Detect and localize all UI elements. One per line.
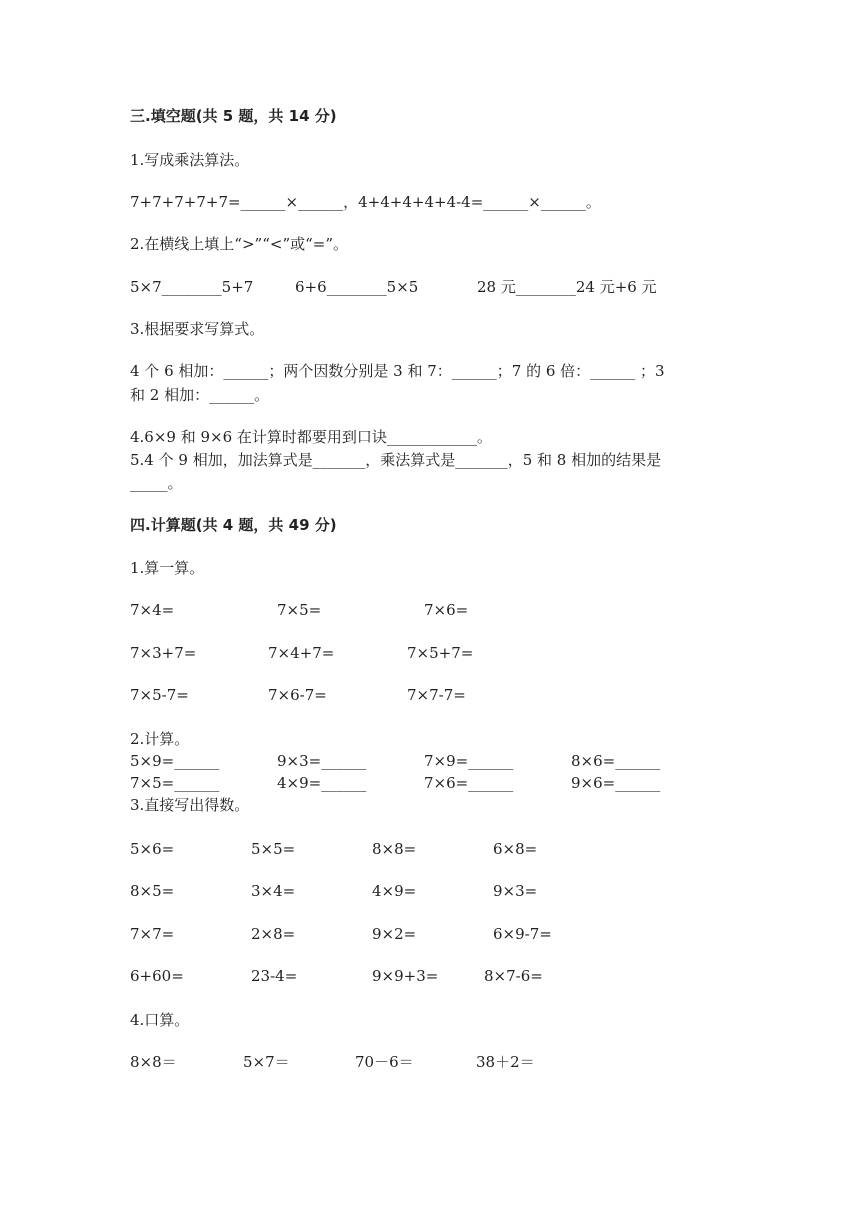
s4-q2-cell: 8×6=______ [571, 752, 661, 770]
s3-q2-prompt: 2.在横线上填上“>”“<”或“=”。 [130, 235, 349, 253]
s4-q4-prompt: 4.口算。 [130, 1011, 190, 1029]
s4-q1-cell: 7×3+7= [130, 644, 197, 662]
s4-q2-cell: 9×6=______ [571, 774, 661, 792]
section-3-title: 三.填空题(共 5 题，共 14 分) [130, 107, 337, 125]
s3-q5-line-1: 5.4 个 9 相加，加法算式是_______，乘法算式是_______，5 和 8 相加的结果是 [130, 451, 662, 469]
s4-q1-cell: 7×5+7= [407, 644, 474, 662]
s4-q2-cell: 7×5=______ [130, 774, 220, 792]
s4-q4-item: 38＋2＝ [476, 1053, 535, 1071]
s4-q2-cell: 5×9=______ [130, 752, 220, 770]
s4-q1-cell: 7×7-7= [407, 686, 466, 704]
s3-q3-line-2: 和 2 相加：______。 [130, 386, 270, 404]
s4-q2-prompt: 2.计算。 [130, 730, 190, 748]
s4-q3-cell: 8×7-6= [484, 967, 543, 985]
s4-q3-cell: 3×4= [251, 882, 296, 900]
s4-q3-cell: 5×5= [251, 840, 296, 858]
s4-q2-cell: 7×6=______ [424, 774, 514, 792]
s4-q1-cell: 7×5= [277, 601, 322, 619]
s4-q1-prompt: 1.算一算。 [130, 559, 205, 577]
s4-q3-cell: 5×6= [130, 840, 175, 858]
s3-q2-item: 28 元________24 元+6 元 [477, 278, 657, 296]
s3-q2-item: 6+6________5×5 [295, 278, 419, 296]
s4-q3-cell: 23-4= [251, 967, 298, 985]
s4-q1-cell: 7×5-7= [130, 686, 189, 704]
s4-q3-cell: 7×7= [130, 925, 175, 943]
s4-q3-cell: 9×3= [493, 882, 538, 900]
s4-q1-cell: 7×6-7= [268, 686, 327, 704]
section-4-title: 四.计算题(共 4 题，共 49 分) [130, 516, 337, 534]
s4-q3-cell: 8×5= [130, 882, 175, 900]
s4-q2-cell: 7×9=______ [424, 752, 514, 770]
s3-q1-line: 7+7+7+7+7=______×______，4+4+4+4+4-4=______×______。 [130, 193, 601, 211]
s4-q4-item: 5×7＝ [243, 1053, 290, 1071]
s4-q3-cell: 4×9= [372, 882, 417, 900]
s4-q3-cell: 8×8= [372, 840, 417, 858]
s3-q1-prompt: 1.写成乘法算法。 [130, 151, 250, 169]
s4-q3-cell: 9×2= [372, 925, 417, 943]
s3-q5-line-2: _____。 [130, 474, 183, 492]
s3-q3-line-1: 4 个 6 相加：______；两个因数分别是 3 和 7：______；7 的 6 倍：______ ；3 [130, 362, 665, 380]
s4-q1-cell: 7×4= [130, 601, 175, 619]
s4-q1-cell: 7×6= [424, 601, 469, 619]
s4-q4-item: 8×8＝ [130, 1053, 177, 1071]
s4-q4-item: 70－6＝ [355, 1053, 414, 1071]
s4-q1-cell: 7×4+7= [268, 644, 335, 662]
s4-q3-prompt: 3.直接写出得数。 [130, 796, 250, 814]
s4-q2-cell: 4×9=______ [277, 774, 367, 792]
s3-q2-item: 5×7________5+7 [130, 278, 254, 296]
s3-q4-line: 4.6×9 和 9×6 在计算时都要用到口诀____________。 [130, 428, 492, 446]
s4-q3-cell: 6×9-7= [493, 925, 552, 943]
s4-q3-cell: 2×8= [251, 925, 296, 943]
s3-q3-prompt: 3.根据要求写算式。 [130, 320, 265, 338]
s4-q3-cell: 6×8= [493, 840, 538, 858]
s4-q3-cell: 6+60= [130, 967, 184, 985]
s4-q2-cell: 9×3=______ [277, 752, 367, 770]
s4-q3-cell: 9×9+3= [372, 967, 439, 985]
